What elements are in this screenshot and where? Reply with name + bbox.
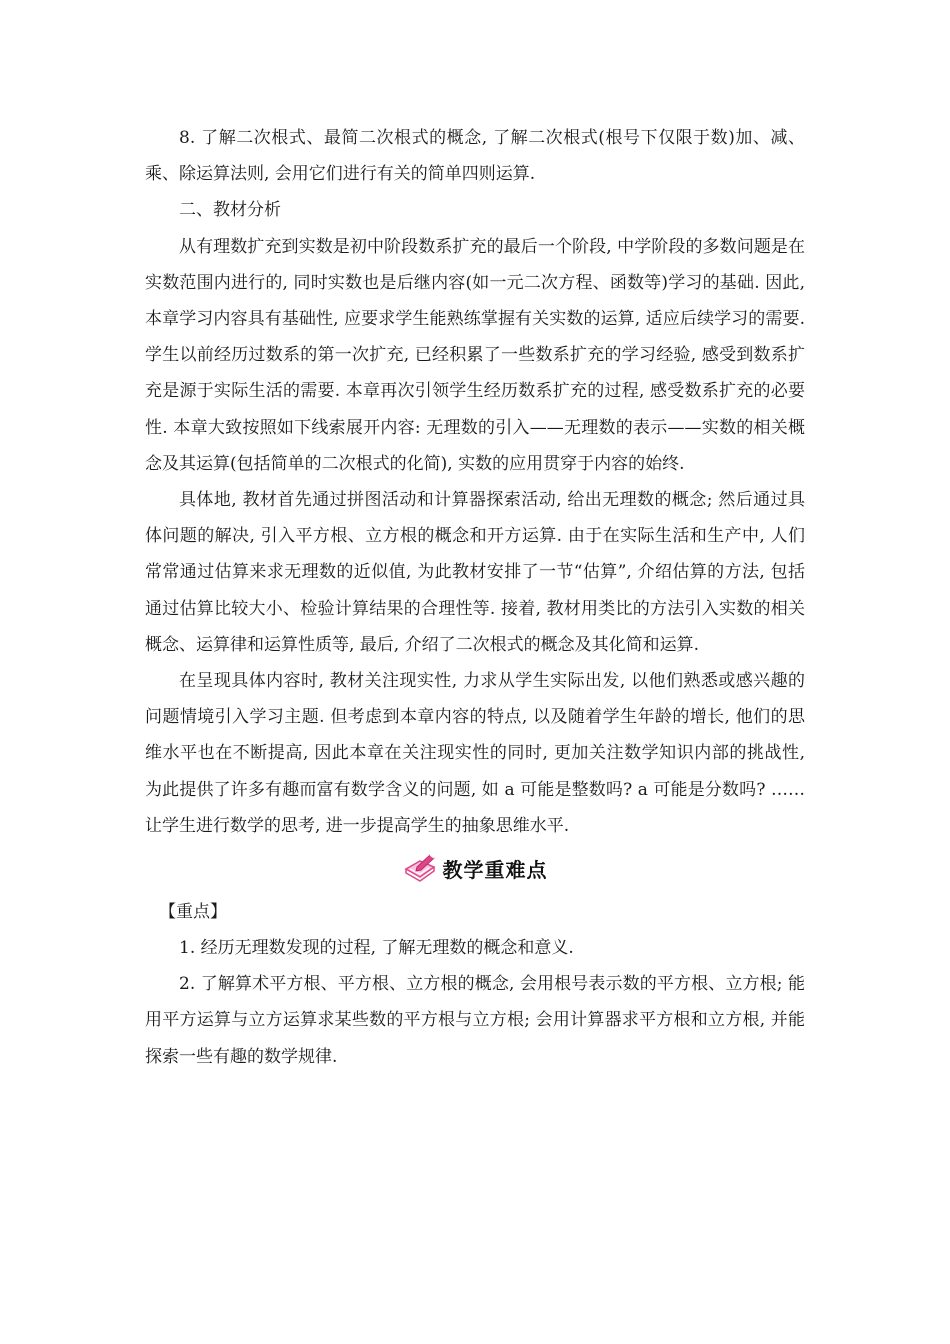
document-page (145, 120, 805, 1075)
section-heading-textbook-analysis: 二、教材分析 (179, 200, 281, 221)
key-point-item-2: 2. 了解算术平方根、平方根、立方根的概念, 会用根号表示数的平方根、立方根; 能用平方运算与立方运算求某些数的平方根与立方根; 会用计算器求平方根和立方根, 并能探索一些有趣的数学规律. (145, 974, 805, 1067)
pencil-notebook-icon (403, 853, 437, 883)
analysis-paragraph-2: 具体地, 教材首先通过拼图活动和计算器探索活动, 给出无理数的概念; 然后通过具体问题的解决, 引入平方根、立方根的概念和开方运算. 由于在实际生活和生产中, 人们常常通过估算来求无理数的近似值, 为此教材安排了一节“估算”, 介绍估算的方法, 包括通过估算比较大小、检验计算结果的合理性等. 接着, 教材用类比的方法引入实数的相关概念、运算律和运算性质等, 最后, 介绍了二次根式的概念及其化简和运算. (145, 490, 805, 655)
key-point-item-1: 1. 经历无理数发现的过程, 了解无理数的概念和意义. (179, 938, 574, 959)
objective-item-8: 8. 了解二次根式、最简二次根式的概念, 了解二次根式(根号下仅限于数)加、减、乘、除运算法则, 会用它们进行有关的简单四则运算. (145, 128, 805, 185)
key-difficult-points-heading (145, 846, 805, 890)
analysis-paragraph-3: 在呈现具体内容时, 教材关注现实性, 力求从学生实际出发, 以他们熟悉或感兴趣的问题情境引入学习主题. 但考虑到本章内容的特点, 以及随着学生年龄的增长, 他们的思维水平也在不断提高, 因此本章在关注现实性的同时, 更加关注数学知识内部的挑战性, 为此提供了许多有趣而富有数学含义的问题, 如 a 可能是整数吗? a 可能是分数吗? …… 让学生进行数学的思考, 进一步提高学生的抽象思维水平. (145, 671, 805, 836)
analysis-paragraph-1: 从有理数扩充到实数是初中阶段数系扩充的最后一个阶段, 中学阶段的多数问题是在实数范围内进行的, 同时实数也是后继内容(如一元二次方程、函数等)学习的基础. 因此, 本章学习内容具有基础性, 应要求学生能熟练掌握有关实数的运算, 适应后续学习的需要. 学生以前经历过数系的第一次扩充, 已经积累了一些数系扩充的学习经验, 感受到数系扩充是源于实际生活的需要. 本章再次引领学生经历数系扩充的过程, 感受数系扩充的必要性. 本章大致按照如下线索展开内容: 无理数的引入——无理数的表示——实数的相关概念及其运算(包括简单的二次根式的化简), 实数的应用贯穿于内容的始终. (145, 236, 805, 474)
heading-title: 教学重难点 (442, 857, 548, 882)
key-points-label: 【重点】 (159, 902, 227, 923)
